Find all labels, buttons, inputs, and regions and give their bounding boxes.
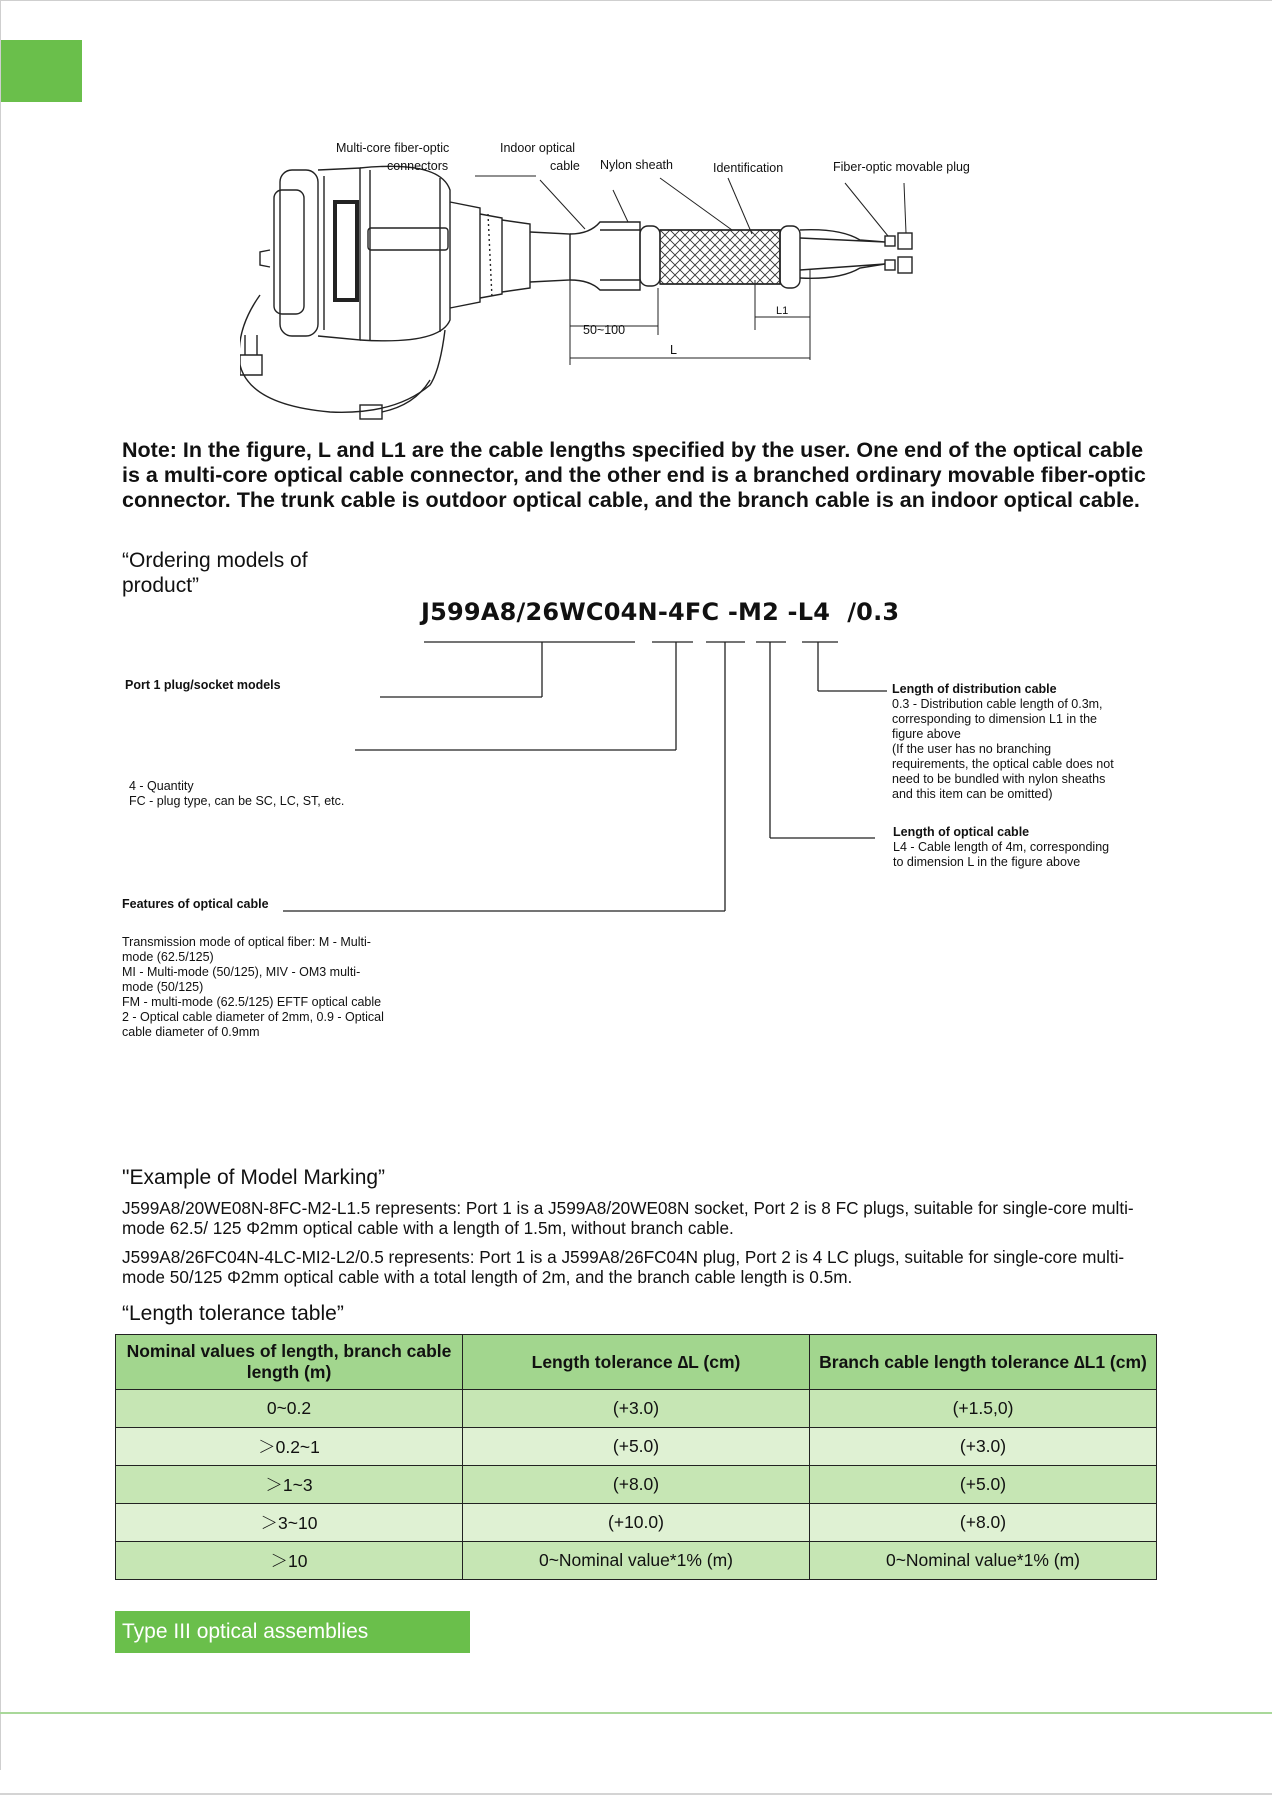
table-cell: 0~0.2 <box>116 1390 463 1428</box>
table-cell: 0~Nominal value*1% (m) <box>463 1542 810 1580</box>
tolerance-table <box>115 1334 1157 1580</box>
optical-line: to dimension L in the figure above <box>893 855 1081 869</box>
example-paragraph-2: J599A8/26FC04N-4LC-MI2-L2/0.5 represents: Port 1 is a J599A8/26FC04N plug, Port 2 is 4 LC plugs, suitable for single-core multi-mode 50/125 Φ2mm optical cable with a total length of 2m, and the branch cable length is 0.5m. <box>122 1247 1125 1287</box>
label-dim-50-100: 50~100 <box>583 323 626 337</box>
label-dim-L1: L1 <box>776 305 789 317</box>
table-cell: (+3.0) <box>810 1428 1157 1466</box>
header-branch-tolerance: Branch cable length tolerance ∆L1 (cm) <box>810 1335 1157 1390</box>
model-code: J599A8/26WC04N-4FC -M2 -L4 /0.3 <box>421 598 900 626</box>
type-iii-section-button[interactable]: Type III optical assemblies <box>115 1611 470 1653</box>
label-dim-L: L <box>670 343 677 357</box>
distribution-cable-block <box>892 682 1147 802</box>
features-line: MI - Multi-mode (50/125), MIV - OM3 multi- <box>122 965 361 979</box>
distribution-line: (If the user has no branching <box>892 742 1052 756</box>
label-indoor-2: cable <box>550 159 580 173</box>
table-cell: (+5.0) <box>810 1466 1157 1504</box>
table-row <box>116 1542 1157 1580</box>
port1-models-label: Port 1 plug/socket models <box>125 678 281 692</box>
example-paragraph-1: J599A8/20WE08N-8FC-M2-L1.5 represents: Port 1 is a J599A8/20WE08N socket, Port 2 is 8 FC plugs, suitable for single-core multi-mode 62.5/ 125 Φ2mm optical cable with a length of 1.5m, without branch cable. <box>122 1198 1134 1238</box>
table-row <box>116 1390 1157 1428</box>
plug-description <box>129 779 344 809</box>
label-indoor-1: Indoor optical <box>500 141 576 155</box>
header-length-tolerance: Length tolerance ∆L (cm) <box>463 1335 810 1390</box>
label-connectors-2: connectors <box>387 159 449 173</box>
distribution-line: and this item can be omitted) <box>892 787 1053 801</box>
features-title: Features of optical cable <box>122 897 269 911</box>
table-cell: 0~Nominal value*1% (m) <box>810 1542 1157 1580</box>
features-line: mode (50/125) <box>122 980 204 994</box>
table-cell: (+3.0) <box>463 1390 810 1428</box>
label-identification: Identification <box>713 161 784 175</box>
distribution-cable-title: Length of distribution cable <box>892 682 1057 696</box>
ordering-models-title: “Ordering models of product” <box>122 549 308 597</box>
table-cell: (+8.0) <box>463 1466 810 1504</box>
features-line: Transmission mode of optical fiber: M - Multi- <box>122 935 371 949</box>
table-row <box>116 1466 1157 1504</box>
distribution-line: requirements, the optical cable does not <box>892 757 1114 771</box>
tolerance-table-title: “Length tolerance table” <box>122 1302 344 1325</box>
table-cell: ＞10 <box>116 1542 463 1580</box>
table-cell: ＞3~10 <box>116 1504 463 1542</box>
features-line: FM - multi-mode (62.5/125) EFTF optical cable <box>122 995 382 1009</box>
table-cell: ＞1~3 <box>116 1466 463 1504</box>
optical-cable-length-title: Length of optical cable <box>893 825 1030 839</box>
distribution-line: need to be bundled with nylon sheaths <box>892 772 1106 786</box>
table-cell: (+8.0) <box>810 1504 1157 1542</box>
features-line: mode (62.5/125) <box>122 950 214 964</box>
table-row <box>116 1504 1157 1542</box>
features-description <box>122 935 422 1040</box>
table-cell: (+5.0) <box>463 1428 810 1466</box>
plug-quantity-text: 4 - Quantity <box>129 779 194 793</box>
distribution-line: figure above <box>892 727 961 741</box>
figure-note: Note: In the figure, L and L1 are the cable lengths specified by the user. One end of the optical cable is a multi-core optical cable connector, and the other end is a branched ordinary movable fiber-optic connector. The trunk cable is outdoor optical cable, and the branch cable is an indoor optical cable. <box>122 438 1146 512</box>
label-nylon-sheath: Nylon sheath <box>600 158 673 172</box>
table-row <box>116 1428 1157 1466</box>
table-cell: ＞0.2~1 <box>116 1428 463 1466</box>
label-connectors-1: Multi-core fiber-optic <box>336 141 450 155</box>
features-line: cable diameter of 0.9mm <box>122 1025 260 1039</box>
header-nominal: Nominal values of length, branch cable length (m) <box>116 1335 463 1390</box>
features-line: 2 - Optical cable diameter of 2mm, 0.9 - Optical <box>122 1010 384 1024</box>
label-movable-plug: Fiber-optic movable plug <box>833 160 970 174</box>
table-header-row <box>116 1335 1157 1390</box>
table-cell: (+1.5,0) <box>810 1390 1157 1428</box>
distribution-line: corresponding to dimension L1 in the <box>892 712 1097 726</box>
footer-divider <box>0 1712 1272 1714</box>
optical-line: L4 - Cable length of 4m, corresponding <box>893 840 1110 854</box>
optical-cable-length-block <box>893 825 1153 870</box>
plug-type-text: FC - plug type, can be SC, LC, ST, etc. <box>129 794 345 808</box>
table-cell: (+10.0) <box>463 1504 810 1542</box>
page-frame-bottom <box>0 1793 1272 1795</box>
example-title: "Example of Model Marking” <box>122 1166 386 1189</box>
distribution-line: 0.3 - Distribution cable length of 0.3m, <box>892 697 1103 711</box>
